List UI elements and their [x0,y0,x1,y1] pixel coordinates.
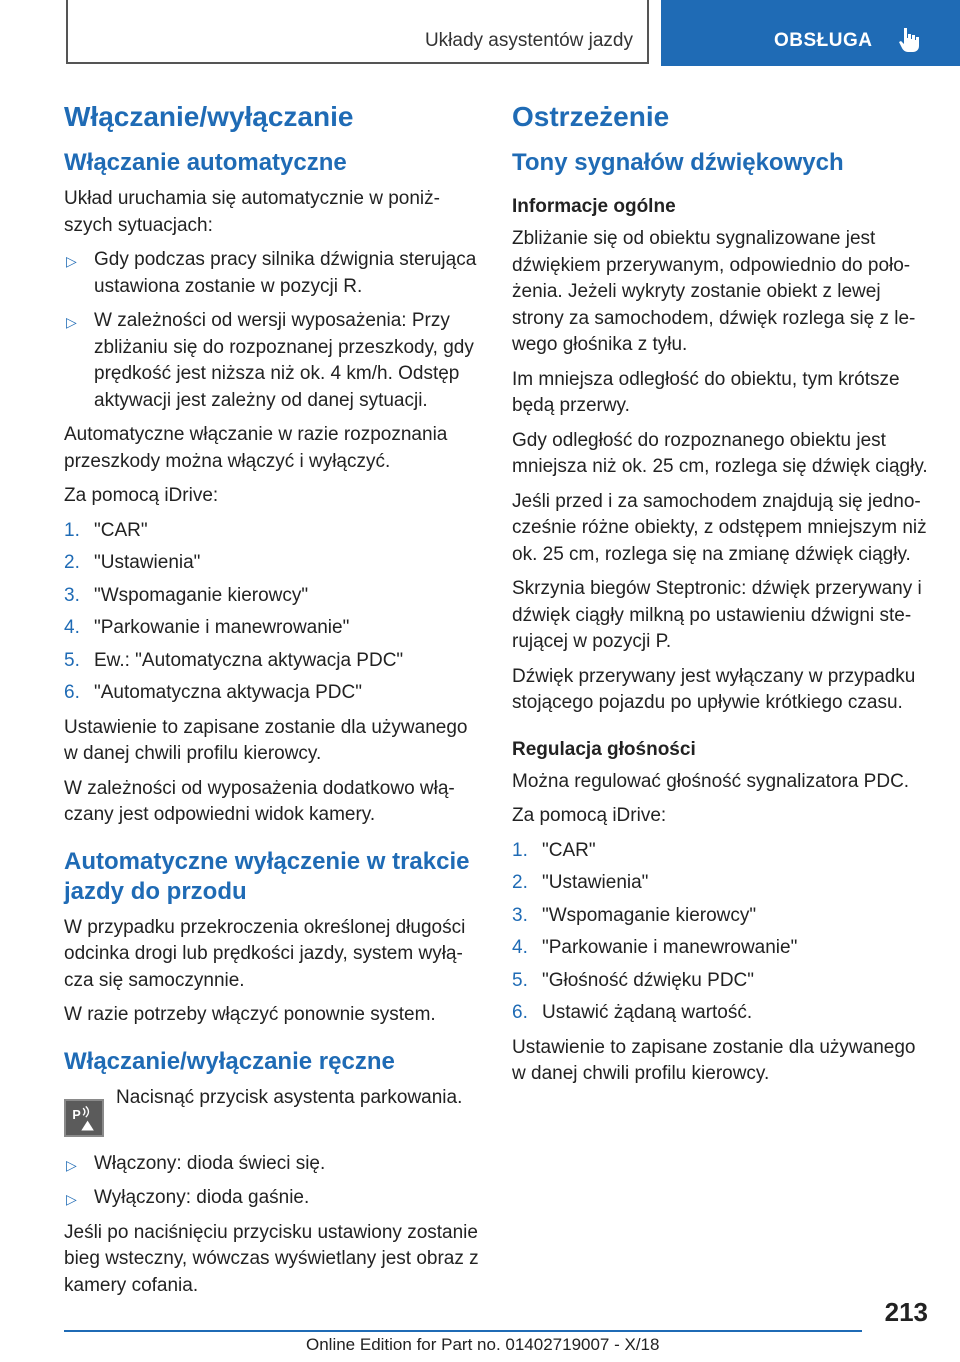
list-item: 3. "Wspomaganie kierowcy" [512,904,757,926]
park-button-row [64,1085,482,1139]
list-item: 1. "CAR" [64,519,148,541]
exceed-paragraph: W przypadku przekroczenia określonej długości odcinka drogi lub prędkości jazdy, system wyłą- cza się samoczynnie. [64,916,466,991]
list-item: 6. "Automatyczna aktywacja PDC" [64,682,362,703]
volume-paragraph: Można regulować głośność sygnalizatora PDC. [512,770,910,792]
list-item: ▷ Wyłączony: dioda gaśnie. [64,1185,482,1212]
reverse-paragraph: Jeśli po naciśnięciu przycisku ustawiony zostanie bieg wsteczny, wówczas wyświetlany jest obraz z kamery cofania. [64,1221,479,1296]
list-item: 5. "Głośność dźwięku PDC" [512,969,755,991]
chapter-tab-label: OBSŁUGA [774,30,873,51]
list-item: 4. "Parkowanie i manewrowanie" [512,937,798,958]
edition-footer: Online Edition for Part no. 01402719007 - X/18 [306,1335,660,1354]
intro-paragraph: Układ uruchamia się automatycznie w poniż- szych sytuacjach: [64,188,440,236]
idrive-paragraph: Za pomocą iDrive: [512,805,667,826]
obstacle-paragraph: Automatyczne włączanie w razie rozpoznania przeszkody można włączyć i wyłączyć. [64,424,448,472]
idrive-steps [64,518,482,707]
triangle-right-icon: ▷ [66,1191,77,1207]
list-item: 5. Ew.: "Automatyczna aktywacja PDC" [64,649,404,671]
page-header [0,0,960,66]
tones-paragraph: Im mniejsza odległość do obiektu, tym krótsze będą przerwy. [512,368,900,416]
heading-volume: Regulacja głośności [512,738,696,760]
list-item: 2. "Ustawienia" [512,872,649,893]
tones-paragraph: Gdy odległość do rozpoznanego obiektu jest mniejsza niż ok. 25 cm, rozlega się dźwięk ciągły. [512,429,928,477]
profile-paragraph: Ustawienie to zapisane zostanie dla używanego w danej chwili profilu kierowcy. [64,716,468,764]
list-item: 2. "Ustawienia" [64,552,201,573]
triangle-right-icon: ▷ [66,253,77,269]
triangle-right-icon: ▷ [66,314,77,330]
heading-manual: Włączanie/wyłączanie ręczne [64,1047,395,1075]
section-title-box [66,0,649,64]
heading-auto-off: Automatyczne wyłączenie w trakcie jazdy do przodu [64,847,470,905]
manual-bullets [64,1151,482,1212]
list-item: ▷ W zależności od wersji wyposażenia: Przy zbliżaniu się do rozpoznanej przeszkody, gdy prędkość jest niższa niż ok. 4 km/h. Odstęp aktywacji jest zależny od danej sytuacji. [66,310,474,411]
section-title: Układy asystentów jazdy [424,30,633,51]
park-assist-button-icon [64,1099,104,1137]
chapter-tab [661,0,960,66]
pointing-hand-icon [897,26,921,54]
svg-text:P: P [72,1107,81,1122]
triangle-right-icon: ▷ [66,1156,77,1173]
right-column [512,98,930,1096]
volume-steps [512,838,930,1027]
tones-paragraph: Jeśli przed i za samochodem znajdują się jedno- cześnie różne obiekty, z odstępem mniejszym niż ok. 25 cm, rozlega się na zmianę dźwięk ciągły. [512,490,927,565]
list-item: 6. Ustawić żądaną wartość. [512,1002,753,1023]
list-item: 1. "CAR" [512,839,596,861]
heading-warning: Ostrzeżenie [512,101,670,132]
idrive-paragraph: Za pomocą iDrive: [64,485,219,506]
press-paragraph: Nacisnąć przycisk asystenta parkowania. [116,1086,463,1108]
reenable-paragraph: W razie potrzeby włączyć ponownie system. [64,1004,436,1025]
list-item: ▷ Gdy podczas pracy silnika dźwignia sterująca ustawiona zostanie w pozycji R. [66,249,477,297]
tones-paragraph: Zbliżanie się od obiektu sygnalizowane jest dźwiękiem przerywanym, odpowiednio do poło- żenia. Jeżeli wykryty zostanie obiekt z lewej strony za samochodem, dźwięk rozlega się z le- wego głośnika z tyłu. [512,228,916,355]
tones-paragraph: Dźwięk przerywany jest wyłączany w przypadku stojącego pojazdu po upływie krótkiego czasu. [512,665,916,713]
heading-auto-on: Włączanie automatyczne [64,149,347,176]
list-item: 4. "Parkowanie i manewrowanie" [64,617,350,638]
list-item: ▷ Włączony: dioda świeci się. [64,1151,482,1178]
heading-on-off: Włączanie/wyłączanie [64,101,354,132]
tones-paragraph: Skrzynia biegów Steptronic: dźwięk przerywany i dźwięk ciągły milkną po ustawieniu dźwigni ste- rującej w pozycji P. [512,578,922,652]
list-item: 3. "Wspomaganie kierowcy" [64,584,309,606]
auto-on-bullets [64,247,482,414]
footer-divider [64,1330,862,1332]
heading-general-info: Informacje ogólne [512,196,676,217]
left-column [64,98,482,1307]
heading-tones: Tony sygnałów dźwiękowych [512,149,844,176]
page-number: 213 [884,1297,928,1327]
profile-paragraph: Ustawienie to zapisane zostanie dla używanego w danej chwili profilu kierowcy. [512,1036,916,1084]
camera-paragraph: W zależności od wyposażenia dodatkowo włą- czany jest odpowiedni widok kamery. [64,777,455,825]
